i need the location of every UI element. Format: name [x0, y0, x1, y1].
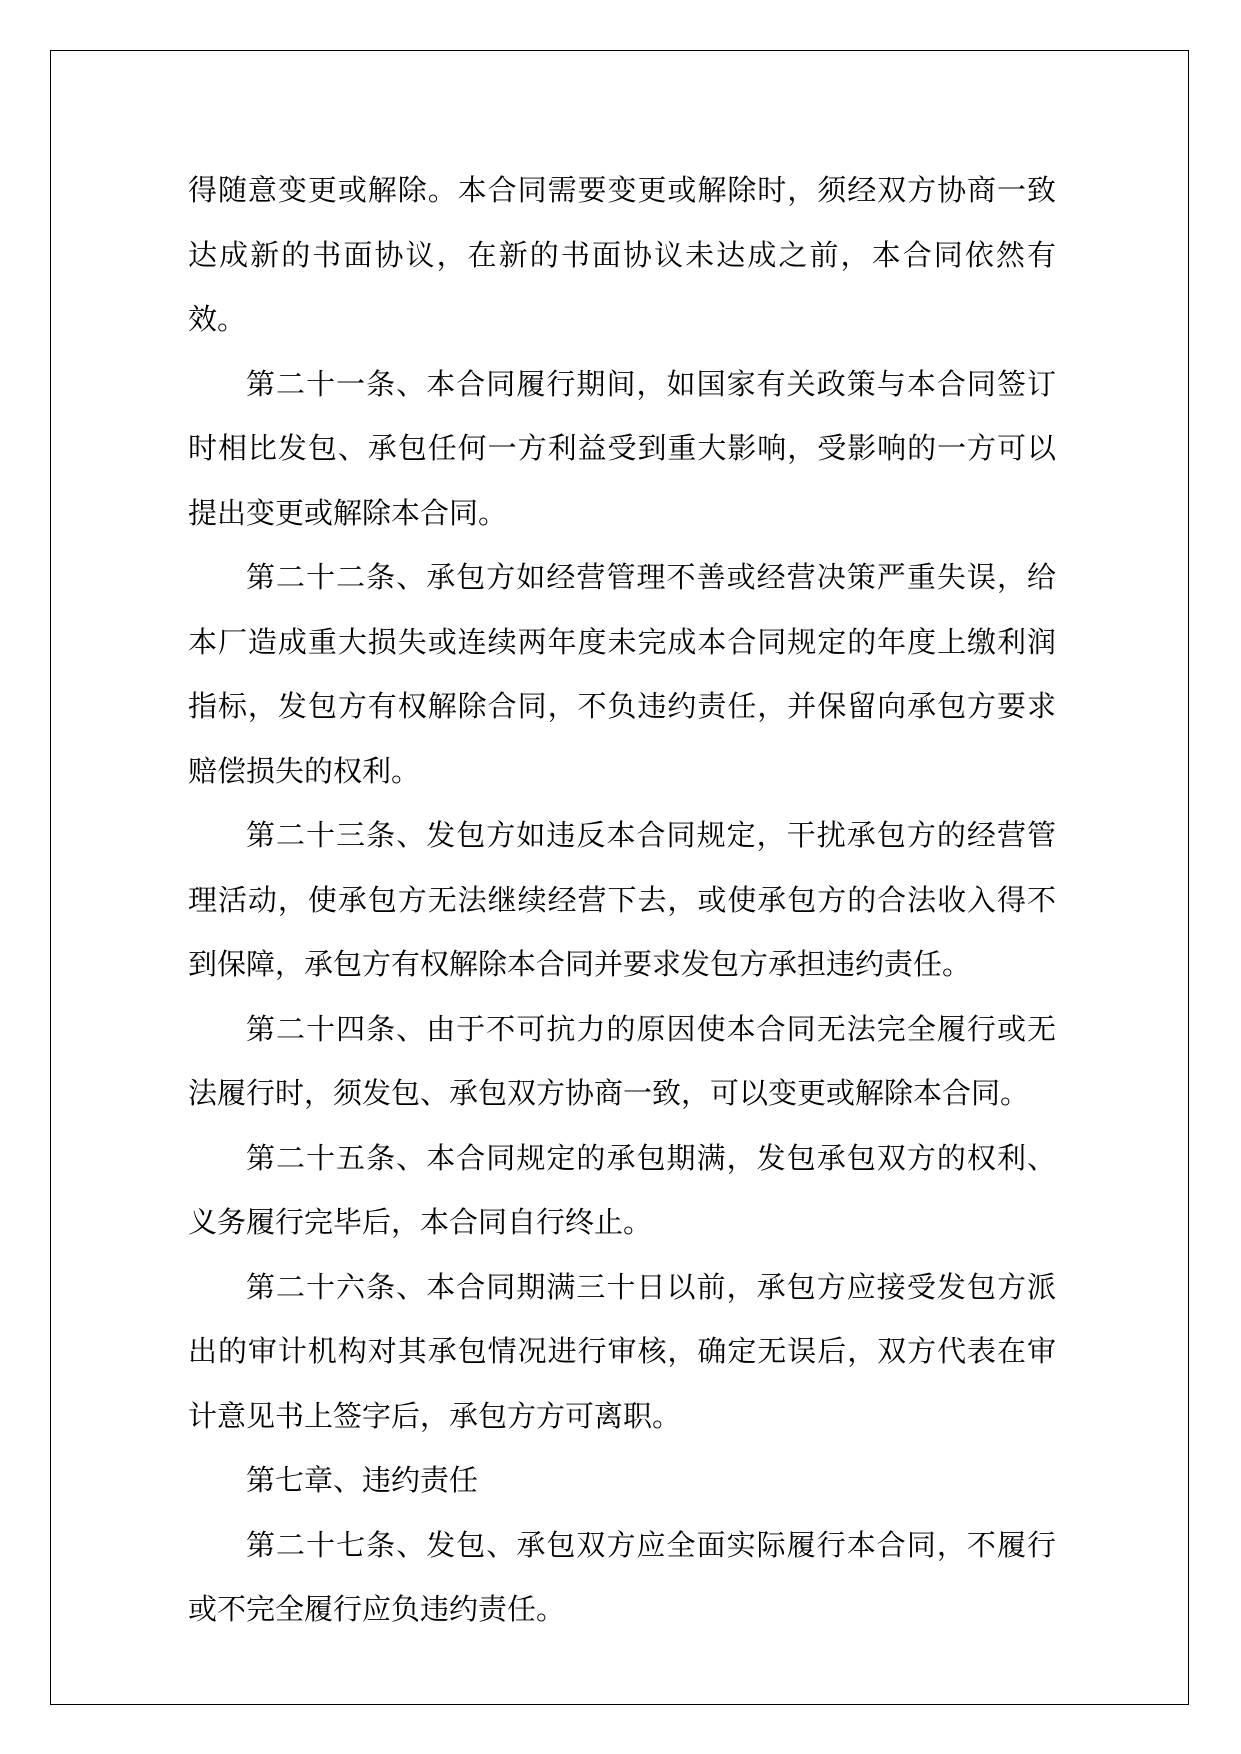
article-22: 第二十二条、承包方如经营管理不善或经营决策严重失误，给本厂造成重大损失或连续两年度未完成本合同规定的年度上缴利润指标，发包方有权解除合同，不负违约责任，并保留向承包方要求赔偿损失的权利。: [188, 560, 1056, 788]
article-24: 第二十四条、由于不可抗力的原因使本合同无法完全履行或无法履行时，须发包、承包双方协商一致，可以变更或解除本合同。: [188, 1011, 1056, 1110]
paragraph-continuation: 得随意变更或解除。本合同需要变更或解除时，须经双方协商一致达成新的书面协议，在新的书面协议未达成之前，本合同依然有效。: [188, 173, 1056, 336]
document-body: [188, 158, 1056, 1642]
article-25: 第二十五条、本合同规定的承包期满，发包承包双方的权利、义务履行完毕后，本合同自行终止。: [188, 1140, 1056, 1239]
article-23: 第二十三条、发包方如违反本合同规定，干扰承包方的经营管理活动，使承包方无法继续经营下去，或使承包方的合法收入得不到保障，承包方有权解除本合同并要求发包方承担违约责任。: [188, 818, 1056, 981]
article-26: 第二十六条、本合同期满三十日以前，承包方应接受发包方派出的审计机构对其承包情况进行审核，确定无误后，双方代表在审计意见书上签字后，承包方方可离职。: [188, 1269, 1056, 1433]
article-27: 第二十七条、发包、承包双方应全面实际履行本合同，不履行或不完全履行应负违约责任。: [188, 1527, 1056, 1626]
chapter-7-heading: 第七章、违约责任: [246, 1463, 479, 1497]
article-21: 第二十一条、本合同履行期间，如国家有关政策与本合同签订时相比发包、承包任何一方利益受到重大影响，受影响的一方可以提出变更或解除本合同。: [188, 366, 1056, 530]
